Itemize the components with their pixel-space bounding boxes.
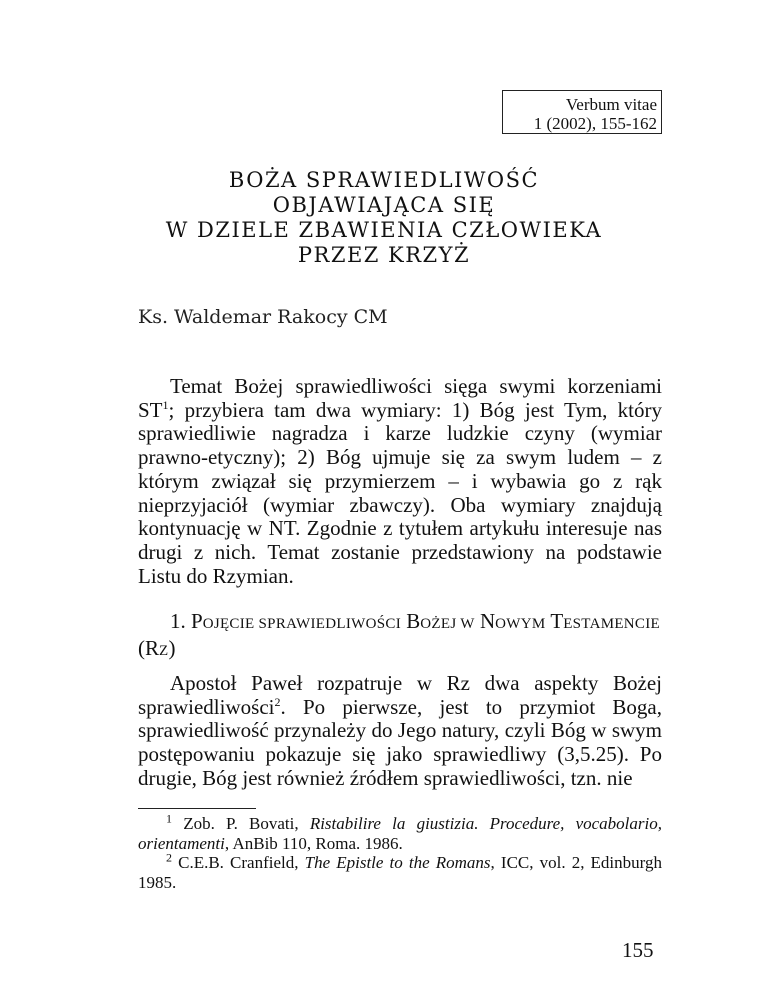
footnote (138, 811, 662, 853)
footnote-text: , ICC, vol. 2, Edinburgh 1985. (138, 853, 663, 892)
footnote-ref-1: 1 (162, 397, 169, 412)
heading-smallcaps: ESTAMENCIE (563, 616, 660, 632)
journal-name: Verbum vitae (565, 95, 657, 114)
heading-paren: ) (168, 635, 176, 660)
body-paragraph (138, 672, 662, 791)
footnote-ref-2: 2 (274, 694, 281, 709)
heading-cap: P (191, 609, 203, 633)
footnote-text: C.E.B. Cranfield, (178, 853, 305, 872)
section-heading (138, 610, 662, 663)
section-number: 1. (170, 609, 186, 633)
heading-paren: ( (138, 635, 145, 660)
footnote-divider (138, 808, 256, 809)
intro-text-cont: ; przybiera tam dwa wymiary: 1) Bóg jest Tym, który sprawiedliwie nagradza i karze ludzkie czyny (wymiar prawno-etyczny); 2) Bóg ujmuje się za swym ludem – z którym związał się przymierzem – i wybawia go z rąk nieprzyjaciół (wymiar zbawczy). Oba wymiary znajdują kontynuację w NT. Zgodnie z tytułem artykułu interesuje nas drugi z nich. Temat zostanie przedstawiony na podstawie Listu do Rzymian. (138, 397, 662, 588)
heading-cap: R (145, 635, 160, 660)
heading-smallcaps: OŻEJ W (420, 616, 475, 632)
para-text-cont: . Po pierwsze, jest to przymiot Boga, sprawiedliwość przynależy do Jego natury, czyli Bóg w swym postępowaniu pokazuje się jako sprawiedliwy (3,5.25). Po drugie, Bóg jest również źródłem sprawiedliwości, tzn. nie (138, 694, 662, 790)
footnote (138, 850, 663, 892)
footnote-title: Ristabilire la giustizia. Procedure, vocabolario, orientamenti (138, 814, 662, 853)
heading-cap: B (406, 609, 421, 633)
intro-text: Temat Bożej sprawiedliwości sięga swymi korzeniami ST (138, 374, 662, 422)
footnote-text: Zob. P. Bovati, (183, 814, 310, 833)
heading-smallcaps: OWYM (495, 616, 546, 632)
footnote-mark: 2 (166, 850, 172, 865)
footnote-mark: 1 (166, 811, 172, 826)
author-name: Ks. Waldemar Rakocy CM (138, 306, 388, 328)
article-title (100, 168, 668, 268)
footnotes (138, 811, 663, 892)
footnote-title: The Epistle to the Romans (304, 853, 491, 872)
heading-cap: N (479, 609, 496, 633)
journal-citation-box (502, 90, 662, 134)
intro-paragraph (138, 375, 662, 588)
journal-volume: 1 (2002), 155-162 (533, 114, 657, 133)
footnote-text: , AnBib 110, Roma. 1986. (224, 833, 403, 853)
title-line: BOŻA SPRAWIEDLIWOŚĆ (228, 168, 540, 192)
heading-smallcaps: OJĘCIE SPRAWIEDLIWOŚCI (202, 616, 401, 632)
heading-smallcaps: Z (159, 642, 169, 659)
title-line: PRZEZ KRZYŻ (297, 243, 471, 267)
title-line: OBJAWIAJĄCA SIĘ (272, 193, 496, 217)
para-text: Apostoł Paweł rozpatruje w Rz dwa aspekty Bożej sprawiedliwości (138, 671, 662, 719)
title-line: W DZIELE ZBAWIENIA CZŁOWIEKA (165, 218, 603, 242)
heading-cap: T (550, 609, 564, 633)
page-number: 155 (622, 938, 654, 962)
